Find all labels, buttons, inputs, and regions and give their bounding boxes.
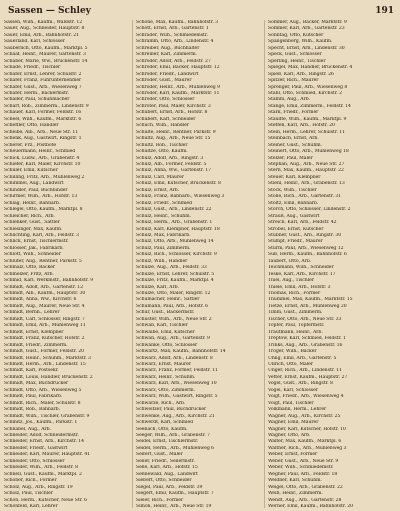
directory-entry: Tietze, Ernst, Arb., Mühlenweg 20	[268, 303, 347, 309]
directory-entry: Schwarz, Heinr., Schuhm.	[136, 374, 196, 380]
directory-entry: Sprenger, Paul, Arb., Wiesenweg 8	[268, 84, 348, 90]
directory-entry: Spangenberg, Wilh., Kaufm.	[268, 39, 333, 45]
directory-entry: Sommer, Karl, Arb., Gartenstr. 23	[268, 26, 345, 32]
directory-entry: Thomas, Rich., Former	[268, 291, 321, 297]
directory-entry: Specht, Ernst, Arb., Lindenstr. 30	[268, 45, 345, 51]
directory-entry: Wagner, Emil, Maurer	[268, 420, 319, 426]
directory-entry: Schröder, Adolf, Arb., Feldstr. 27	[136, 58, 211, 64]
directory-entry: Steffen, Karl, Arb., Hofstr. 20	[268, 123, 335, 129]
directory-entry: Schreiner, Karl, Zimmerm.	[136, 52, 197, 58]
directory-entry: Schwarz, Wilh., Gastwirt, Ringstr. 5	[136, 394, 218, 400]
directory-entry: Weber, Gust., Arb., Neue Str. 9	[268, 458, 339, 464]
directory-entry: Weber, Wilh., Schmiedemstr.	[268, 465, 334, 471]
directory-entry: Schmidt, Ernst, Klempner	[4, 329, 64, 335]
directory-entry: Sassen, Wilh., Kaufm., Waldstr. 12	[4, 20, 83, 25]
directory-entry: Sperling, Heinr., Tischler	[268, 58, 326, 64]
directory-entry: Schweitzer, Paul, Buchdrucker	[136, 407, 207, 413]
directory-entry: Schäfer, Gust., Arb., Wiesenweg 7	[4, 84, 82, 90]
directory-entry: Schulz, Alb., Former, Feldstr. 5	[136, 161, 207, 167]
directory-entry: Schmid, Karl, Werkmstr., Bahnhofstr. 9	[4, 278, 94, 284]
directory-entry: Schade, Friedr., Tischler	[4, 65, 61, 71]
directory-entry: Schrader, Wilh., Schmiedemstr.	[136, 32, 208, 38]
directory-entry: Scholz, Aug., Arb., Ringstr. 19	[4, 484, 73, 490]
directory-entry: Schur, Gust., Bäckermstr.	[136, 310, 195, 316]
directory-entry: Steiner, Gust., Schuhm.	[268, 142, 322, 148]
directory-entry: Weidner, Karl, Schuhm.	[268, 478, 322, 484]
directory-entry: Stamm, Aug., Arb.	[268, 97, 311, 103]
directory-entry: Schmidt, Karl, Postsekr.	[4, 368, 59, 374]
directory-entry: Stiehl, Heinr., Arb., Grabenstr. 13	[268, 181, 345, 187]
directory-entry: Sonntag, Otto, Kutscher	[268, 32, 324, 38]
directory-entry: Unger, Rich., Arb., Lindenstr. 11	[268, 368, 342, 374]
directory-entry: Schmidt, Franz, Kutscher, Hofstr. 2	[4, 336, 85, 342]
directory-entry: Schröder, Gust., Maurer	[136, 78, 192, 84]
running-head: Sassen — Schley	[8, 6, 91, 16]
directory-entry: Schwalbe, Emil, Kutscher	[136, 329, 195, 335]
directory-entry: Stern, Max, Kaufm., Hauptstr. 22	[268, 168, 344, 174]
directory-entry: Schultz, Rob., Tischler	[136, 142, 188, 148]
directory-entry: Schultz, Aug., Arb., Neue Str. 15	[136, 136, 211, 142]
directory-entry: Sauer, Aug., Schneider, Hauptstr. 8	[4, 26, 85, 32]
directory-entry: Schulz, Friedr., Schmied	[136, 200, 192, 206]
directory-entry: Schlosser, Jak., Fabrikarb.	[4, 245, 64, 251]
directory-entry: Stahl, Otto, Schmied, Kirchstr. 2	[268, 90, 343, 96]
directory-entry: Schulze, Aug., Arb., Feldstr. 33	[136, 265, 207, 271]
directory-entry: Schlott, Wilh., Schneider	[4, 252, 61, 258]
directory-entry: Schubert, Karl, Schneider	[136, 116, 196, 122]
directory-entry: Schwab, Karl, Tischler	[136, 323, 188, 329]
directory-entry: Schulz, Adolf, Arb., Ringstr. 3	[136, 155, 204, 161]
directory-entry: Schmalz, Otto, Bäcker	[4, 265, 56, 271]
directory-entry: Scholz, Paul, Tischler	[4, 491, 53, 497]
directory-entry: Schuster, Wilh., Arb., Neue Str. 2	[136, 316, 212, 322]
directory-entry: Schneider, Adolf, Schneidermstr.	[4, 433, 79, 438]
directory-entry: Schäfer, Herm., Bäckermstr.	[4, 90, 69, 96]
directory-entry: Schulz, Heinr., Schuhm.	[136, 213, 191, 219]
directory-entry: Schneider, Wilh., Arb., Feldstr. 8	[4, 465, 78, 471]
directory-entry: Schmidt, Max, Buchdrucker	[4, 381, 69, 387]
directory-entry: Schönfeld, Karl, Lehrer	[4, 503, 58, 508]
directory-entry: Schulz, Franz, Bahnarb., Wiesenweg 3	[136, 194, 225, 200]
directory-entry: Vetter, Ernst, Kaufm., Hauptstr. 27	[268, 374, 348, 380]
directory-entry: Speck, Gust., Schlosser	[268, 52, 322, 58]
directory-entry: Stoltz, Emil, Bahnarb.	[268, 200, 319, 206]
directory-entry: Schulz, Otto, Arb., Mühlenweg 14	[136, 239, 214, 245]
directory-entry: Schröder, Heinr., Arb., Mühlenweg 9	[136, 84, 220, 90]
directory-entry: Schöne, Max, Kaufm., Bahnhofstr. 3	[136, 20, 219, 25]
directory-entry: Schulz, Gust., Arb., Lindenstr. 22	[136, 207, 212, 213]
directory-entry: Trautmann, Heinr., Arb.	[268, 329, 323, 335]
directory-entry: Sieler, Rich., Former	[136, 497, 184, 503]
directory-entry: Schulze, Otto, Maler, Ringstr. 12	[136, 291, 211, 297]
directory-entry: Scheibe, Alb., Arb., Neue Str. 11	[4, 129, 79, 135]
directory-entry: Scharf, Rob., Zimmerm., Lindenstr. 9	[4, 103, 89, 109]
directory-entry: Schwartz, Max, Kaufm., Bahnhofstr. 14	[136, 349, 226, 355]
directory-entry: Walther, Rich., Arb., Mühlenweg 3	[268, 445, 347, 451]
directory-entry: Schulte, Heinr., Rentner, Parkstr. 9	[136, 129, 216, 135]
directory-entry: Wendt, Aug., Arb., Gartenstr. 28	[268, 497, 342, 503]
directory-entry: Walter, Max, Kaufm., Marktpl. 6	[268, 439, 342, 445]
directory-entry: Werner, Emil, Kaufm., Bahnhofstr. 20	[268, 503, 353, 508]
directory-entry: Seidel, Herm., Arb., Mühlenweg 6	[136, 445, 215, 451]
directory-entry: Schmidt, Wilh., Tischler, Grabenstr. 9	[4, 413, 90, 419]
directory-columns	[4, 20, 396, 508]
directory-entry: Thiel, Aug., Tischler	[268, 278, 314, 284]
directory-entry: Weiß, Heinr., Zimmerm.	[268, 491, 323, 497]
directory-entry: Schmidt, Rich., Maler, Schulstr. 8	[4, 400, 81, 406]
directory-entry: Timm, Gust., Zimmerm.	[268, 310, 323, 316]
directory-entry: Spieß, Karl, Arb., Ringstr. 26	[268, 71, 334, 77]
directory-entry: Schulz, Emil, Kutscher, Brückenstr. 8	[136, 181, 221, 187]
directory-entry: Schneider, Otto, Schlosser	[4, 458, 65, 464]
directory-entry: Schwarze, Rich., Arb.	[136, 400, 186, 406]
directory-entry: Wagner, Aug., Arb., Kirchstr. 25	[268, 413, 341, 419]
directory-entry: Schwarz, Adolf, Arb., Lindenstr. 8	[136, 355, 213, 361]
directory-entry: Schumacher, Heinr., Sattler	[136, 297, 200, 303]
directory-entry: Schulze, Fritz, Kaufm., Marktpl. 4	[136, 278, 214, 284]
directory-entry: Thümmel, Max, Kaufm., Marktstr. 15	[268, 297, 353, 303]
directory-entry: Siegert, Emil, Kaufm., Hauptstr. 7	[136, 491, 214, 497]
directory-entry: Stock, Wilh., Tischler	[268, 187, 317, 193]
directory-entry: Schulz, Wilh., Händler	[136, 258, 188, 264]
directory-entry: Schwarz, Otto, Zimmerm.	[136, 387, 195, 393]
directory-entry: Schimmel, Aug., Landwirt	[4, 181, 64, 187]
directory-entry: Strobel, Ernst, Kutscher	[268, 226, 324, 232]
directory-entry: Schwarz, Karl, Arb., Wiesenweg 10	[136, 381, 217, 387]
directory-entry: Schenk, Aug., Gastwirt, Ringstr. 1	[4, 136, 82, 142]
directory-entry: Schaaf, Heinr., Maurer, Gartenstr. 3	[4, 52, 86, 58]
directory-entry: Schlichting, Karl, Arb., Feldstr. 3	[4, 232, 79, 238]
directory-entry: Schulz, Max, Fabrikarb.	[136, 232, 191, 238]
directory-entry: Schmidt, Gust., Former, Feldstr. 20	[4, 349, 84, 355]
directory-entry: Selle, Karl, Arb., Hofstr. 15	[136, 465, 198, 471]
directory-entry: Schneider, Friedr., Gastwirt	[4, 445, 68, 451]
directory-entry: Schulz, Ernst, Arb.	[136, 187, 180, 193]
directory-entry: Tischer, Otto, Arb., Neue Str. 33	[268, 316, 342, 322]
directory-entry: Schaller, Paul, Schuhmacher	[4, 97, 70, 103]
directory-entry: Säuberlich, Otto, Kaufm., Marktpl. 5	[4, 45, 88, 51]
directory-entry: Ullrich, Otto, Maler	[268, 362, 313, 368]
directory-entry: Töpfer, Paul, Töpfermstr.	[268, 323, 325, 329]
directory-entry: Staudte, Wilh., Kaufm., Marktpl. 9	[268, 116, 347, 122]
directory-entry: Schäfer, Ernst, Lehrer, Schulstr. 2	[4, 71, 82, 77]
directory-entry: Schauer, Karl, Former, Feldstr. 16	[4, 110, 82, 116]
page-number: 191	[375, 6, 394, 16]
directory-entry: Wagner, Karl, Kutscher, Hofstr. 10	[268, 426, 346, 432]
directory-entry: Schröder, Karl, Kaufm., Marktstr. 11	[136, 90, 220, 96]
directory-entry: Storch, Otto, Schlosser, Lindenstr. 2	[268, 207, 351, 213]
directory-entry: Taubert, Otto, Arb.	[268, 258, 312, 264]
directory-entry: Wegner, Paul, Arb., Feldstr. 18	[268, 471, 338, 477]
directory-entry: Volkmann, Herm., Lehrer	[268, 407, 327, 413]
directory-entry: Siebert, Otto, Schneider	[136, 478, 192, 484]
directory-entry: Steinert, Otto, Arb., Mühlenweg 18	[268, 149, 349, 155]
directory-entry: Treptow, Karl, Schmied, Feldstr. 1	[268, 336, 346, 342]
directory-entry: Seidel, Ernst, Tischlermstr.	[136, 439, 199, 445]
directory-entry: Schuch, Wilh., Händler	[136, 123, 189, 129]
directory-entry: Schmidt, Carl, Schlosser, Ringstr. 7	[4, 316, 85, 322]
directory-entry: Spitzer, Rich., Maurer	[268, 78, 319, 84]
directory-entry: Schulz, Carl, Maurer	[136, 174, 184, 180]
directory-entry: Schwerdt, Karl, Schmied	[136, 420, 194, 426]
directory-entry: Uhlig, Emil, Arb., Gartenstr. 5	[268, 355, 337, 361]
directory-entry: Trinks, Aug., Arb., Grabenstr. 16	[268, 342, 343, 348]
directory-entry: Süß, Herm., Kaufm., Bahnhofstr. 6	[268, 252, 347, 258]
directory-entry: Schmidt, Bernh., Lehrer	[4, 310, 60, 316]
directory-entry: Schleicher, Rich., Arb.	[4, 213, 55, 219]
directory-entry: Schmidt, Emil, Arb., Mühlenweg 11	[4, 323, 86, 329]
directory-entry: Schwarz, Ernst, Maurer	[136, 362, 191, 368]
directory-entry: Schmidt, Aug., Maurer, Neue Str. 4	[4, 303, 85, 309]
directory-entry: Wagner, Otto, Arb.	[268, 433, 311, 438]
directory-entry: Schmidt, Adolf, Arb., Gartenstr. 12	[4, 284, 84, 290]
directory-entry: Schmidt, Otto, Arb., Wiesenweg 5	[4, 387, 82, 393]
directory-entry: Schulz, Paul, Zimmerm.	[136, 245, 191, 251]
directory-entry: Schlick, Ernst, Tischlermstr.	[4, 239, 69, 245]
directory-entry: Sturm, Paul, Arb., Wiesenweg 12	[268, 245, 344, 251]
column-2	[136, 20, 265, 508]
directory-entry: Schirmer, Wilh., Arb., Hofstr. 13	[4, 194, 78, 200]
directory-entry: Stark, Friedr., Former	[268, 110, 319, 116]
directory-entry: Schumann, Paul, Arb., Hofstr. 6	[136, 303, 209, 309]
directory-entry: Schulz, Anna, Ww., Gartenstr. 17	[136, 168, 212, 174]
directory-entry: Schmitz, Jos., Kaufm., Parkstr. 1	[4, 420, 78, 426]
directory-entry: Vogel, Karl, Schlosser	[268, 387, 318, 393]
directory-entry: Scheel, Wilh., Kaufm., Marktstr. 6	[4, 116, 82, 122]
directory-entry: Schneider, Karl, Maurer, Hauptstr. 41	[4, 452, 91, 458]
directory-entry: Scheffler, Otto, Händler	[4, 123, 59, 129]
directory-entry: Schulze, Ernst, Lehrer, Schulstr. 5	[136, 271, 215, 277]
directory-entry: Sennewald, Aug., Landwirt	[136, 471, 198, 477]
page-header	[8, 6, 394, 18]
directory-entry: Schröder, Otto, Schlosser	[136, 97, 195, 103]
directory-entry: Schreiber, Aug., Buchhalter	[136, 45, 200, 51]
directory-entry: Schröter, Paul, Maler, Kirchstr. 3	[136, 103, 211, 109]
directory-entry: Schlag, Heinr., Bahnarb.	[4, 200, 61, 206]
directory-entry: Schlenker, Gust., Sattler	[4, 220, 60, 226]
directory-entry: Schindler, Paul, Buchbinder	[4, 187, 68, 193]
directory-entry: Seifert, Gust., Maler	[136, 452, 183, 458]
directory-entry: Schwan, Aug., Arb., Gartenstr. 9	[136, 336, 210, 342]
directory-entry: Scherer, Frz., Postbote	[4, 142, 57, 148]
directory-entry: Schmidt, Friedr., Zimmerm.	[4, 342, 68, 348]
column-1	[4, 20, 133, 508]
directory-entry: Sommer, Aug., Bäcker, Marktstr. 9	[268, 20, 347, 25]
directory-entry: Voigt, Paul, Tischler	[268, 400, 314, 406]
directory-entry: Seeger, Wilh., Arb., Grabenstr. 7	[136, 433, 210, 438]
directory-entry: Schäfer, Franz, Fuhrunternehmer	[4, 78, 82, 84]
directory-entry: Schneider, Ernst, Arb., Kirchstr. 14	[4, 439, 85, 445]
directory-entry: Scheuermann, Heinr., Schmied	[4, 149, 76, 155]
directory-entry: Schick, Ludw., Arb., Grabenstr. 4	[4, 155, 80, 161]
directory-entry: Weber, Ernst, Former	[268, 452, 318, 458]
directory-entry: Streich, Karl, Arb., Feldstr. 42	[268, 220, 337, 226]
directory-entry: Schön, Herm., Kutscher, Neue Str. 6	[4, 497, 87, 503]
directory-entry: Seebach, Otto, Kaufm.	[136, 426, 188, 432]
directory-entry: Schmidt, Heinr., Schuhm., Marktstr. 3	[4, 355, 91, 361]
directory-entry: Schlesinger, Max, Kaufm.	[4, 226, 63, 232]
directory-entry: Schnell, Gust., Kaufm., Marktpl. 2	[4, 471, 82, 477]
directory-entry: Steuer, Karl, Klempner	[268, 174, 321, 180]
directory-entry: Schubert, Ernst, Arb., Hofstr. 8	[136, 110, 208, 116]
directory-entry: Schmidt, Anna, Ww., Kirchstr. 6	[4, 297, 77, 303]
directory-entry: Schiller, Emil, Kutscher	[4, 168, 58, 174]
directory-entry: Seiler, Friedr., Seilermstr.	[136, 458, 195, 464]
directory-entry: Schulz, Rich., Schlosser, Kirchstr. 9	[136, 252, 217, 258]
directory-entry: Weigel, Otto, Arb., Grabenstr. 22	[268, 484, 343, 490]
directory-entry: Sauerland, Karl, Schlosser	[4, 39, 65, 45]
directory-entry: Schmidt, Paul, Fabrikarb.	[4, 394, 63, 400]
directory-entry: Schwarz, Franz, Former, Feldstr. 11	[136, 368, 218, 374]
directory-entry: Stelzer, Paul, Maler	[268, 155, 313, 161]
directory-entry: Spiegel, Max, Händler, Brückenstr. 4	[268, 65, 353, 71]
directory-entry: Schramm, Otto, Arb., Lindenstr. 4	[136, 39, 214, 45]
directory-entry: Schwenke, Aug., Arb., Kirchstr. 21	[136, 413, 215, 419]
directory-entry: Simon, Heinr., Arb., Neue Str. 19	[136, 503, 212, 508]
directory-entry: Schilling, Fritz, Arb., Mühlenweg 2	[4, 174, 85, 180]
directory-entry: Thiele, Emil, Arb., Hofstr. 3	[268, 284, 331, 290]
directory-entry: Schaber, Marie, Ww., Brückenstr. 14	[4, 58, 88, 64]
directory-entry: Stolle, Rich., Arb., Gartenstr. 31	[268, 194, 342, 200]
directory-entry: Schulz, Karl, Klempner, Hauptstr. 18	[136, 226, 220, 232]
directory-entry: Tröger, Wilh., Bäcker	[268, 349, 317, 355]
directory-entry: Schultze, Otto, Kaufm.	[136, 149, 188, 155]
directory-entry: Schiefer, Karl, Maler, Kirchstr. 10	[4, 161, 81, 167]
directory-entry: Schmidt, Rob., Bahnarb.	[4, 407, 60, 413]
directory-entry: Stephan, Aug., Arb., Neue Str. 27	[268, 161, 345, 167]
directory-entry: Strauß, Aug., Gastwirt	[268, 213, 320, 219]
column-3	[268, 20, 396, 508]
directory-entry: Schmidt, Louis, Händler, Brückenstr. 2	[4, 374, 93, 380]
directory-entry: Stange, Emil, Zimmerm., Feldstr. 14	[268, 103, 351, 109]
directory-entry: Stumpf, Friedr., Maurer	[268, 239, 323, 245]
directory-entry: Teichmann, Wilh., Schneider	[268, 265, 334, 271]
directory-entry: Sauer, Emil, Arb., Bahnhofstr. 21	[4, 32, 80, 38]
directory-entry: Schröder, Emil, Bäcker, Hauptstr. 12	[136, 65, 220, 71]
directory-entry: Schmelzer, Fritz, Arb.	[4, 271, 54, 277]
directory-entry: Steinbach, Ernst, Arb.	[268, 136, 319, 142]
directory-entry: Schmidt, Alb., Kaufm., Hauptstr. 30	[4, 291, 86, 297]
directory-entry: Schlüter, Aug., Rentner, Parkstr. 5	[4, 258, 82, 264]
directory-entry: Voigt, Friedr., Arb., Wiesenweg 4	[268, 394, 344, 400]
directory-entry: Siegel, Paul, Arb., Feldstr. 39	[136, 484, 203, 490]
directory-entry: Stein, Herm., Lehrer, Schulstr. 11	[268, 129, 346, 135]
directory-entry: Schnabel, Aug., Arb.	[4, 426, 51, 432]
directory-entry: Schlegel, Otto, Kaufm., Marktpl. 8	[4, 207, 83, 213]
directory-entry: Schwanke, Otto, Schlosser	[136, 342, 198, 348]
directory-entry: Schröder, Friedr., Landwirt	[136, 71, 199, 77]
directory-entry: Schulze, Karl, Arb.	[136, 284, 179, 290]
directory-entry: Schott, Ernst, Arb., Gartenstr. 1	[136, 26, 209, 32]
directory-entry: Teske, Karl, Arb., Kirchstr. 17	[268, 271, 336, 277]
directory-entry: Stübner, Gust., Arb., Ringstr. 30	[268, 232, 342, 238]
directory-entry: Schulz, Herm., Arb., Grabenstr. 1	[136, 220, 213, 226]
directory-entry: Vogel, Gust., Arb., Ringstr. 8	[268, 381, 333, 387]
directory-entry: Schmidt, Herm., Arb., Lindenstr. 15	[4, 362, 86, 368]
directory-entry: Schober, Rich., Former	[4, 478, 57, 484]
